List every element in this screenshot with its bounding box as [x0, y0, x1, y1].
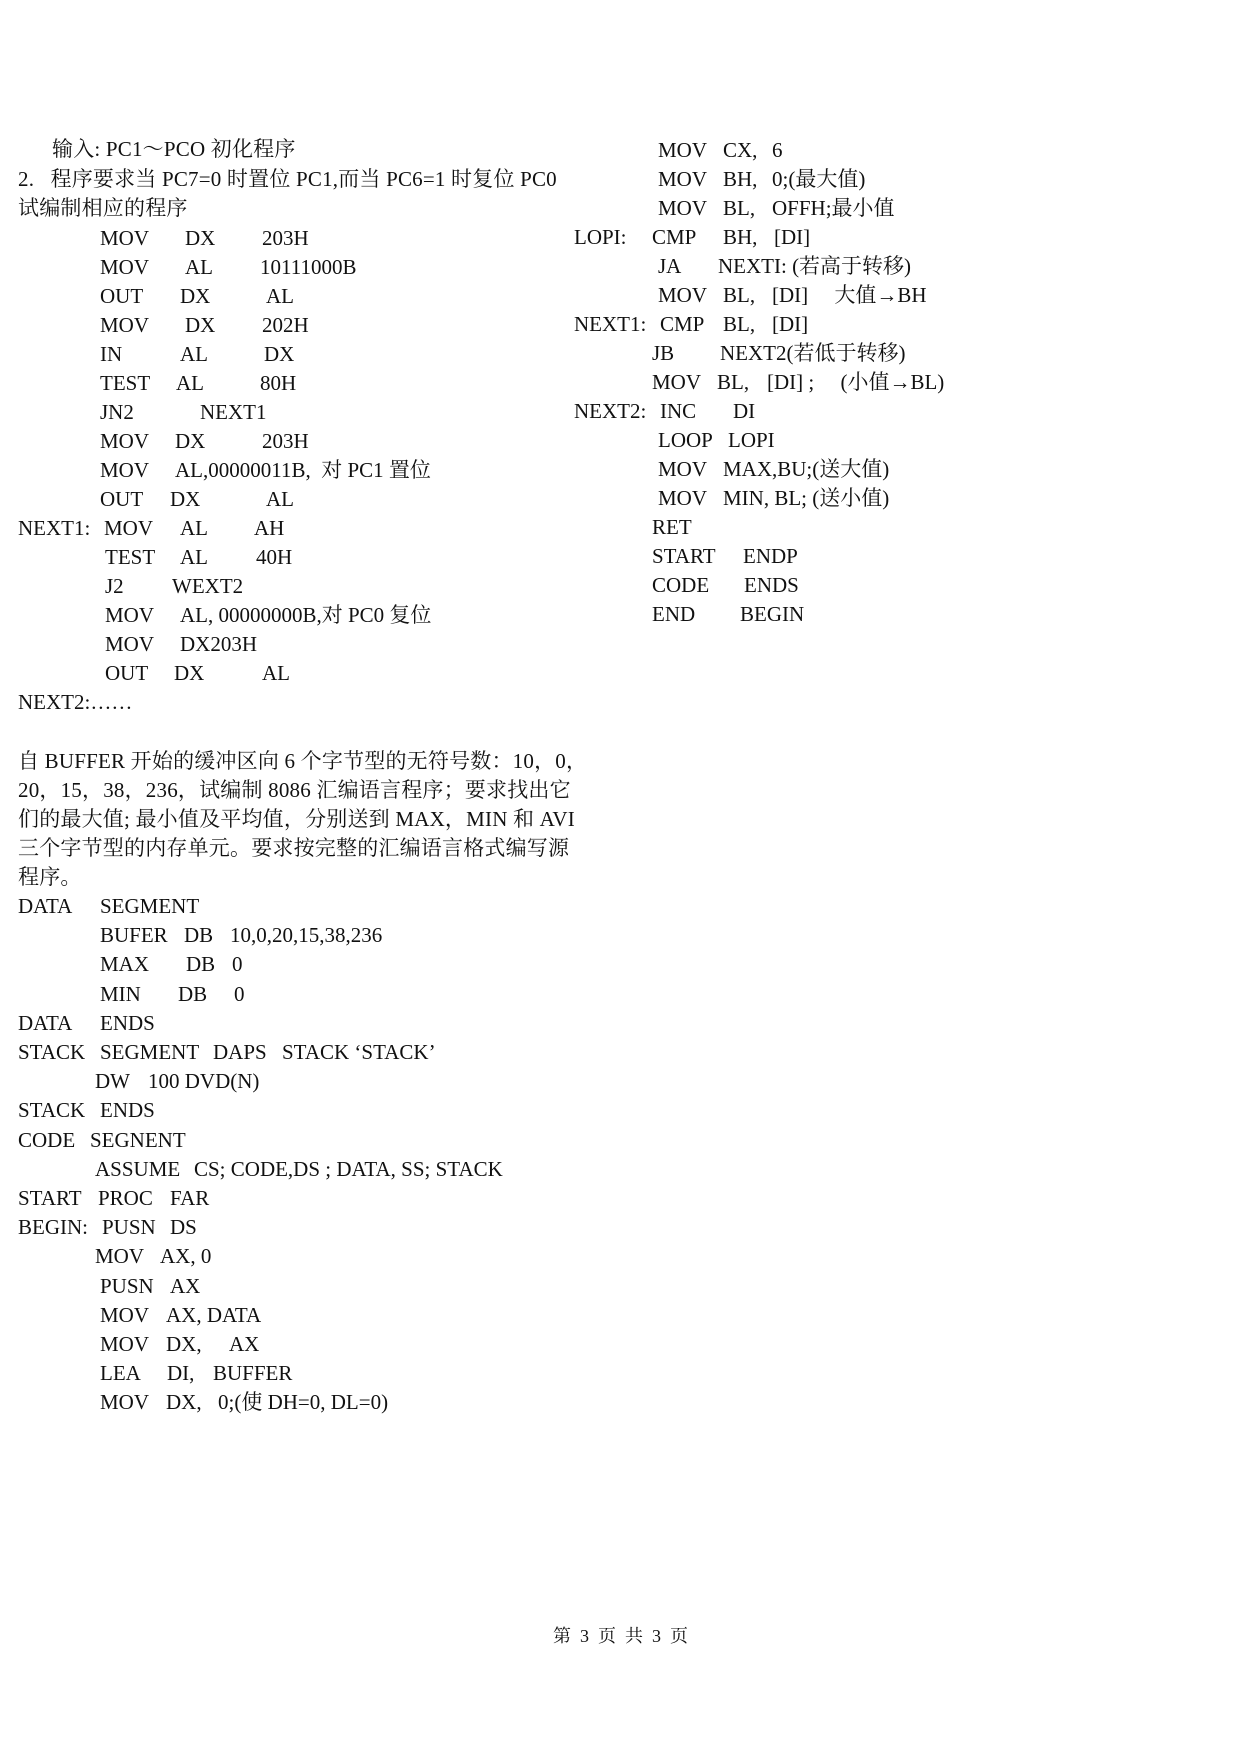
code-operand: FAR	[170, 1186, 210, 1210]
code-label: START	[18, 1186, 82, 1210]
code-line	[0, 1302, 620, 1328]
code-label: BEGIN:	[18, 1215, 88, 1240]
code-line	[640, 195, 1180, 221]
code-mnemonic: MOV	[658, 457, 708, 481]
code-line	[0, 225, 620, 251]
code-line	[0, 1243, 620, 1269]
code-operand: NEXT1	[200, 400, 267, 424]
code-operand: BL,	[717, 370, 750, 394]
code-mnemonic: TEST	[100, 371, 151, 395]
code-mnemonic: MAX	[100, 952, 150, 977]
code-mnemonic: MOV	[105, 632, 155, 656]
code-label: NEXT2:	[574, 399, 647, 423]
code-mnemonic: MOV	[100, 1302, 150, 1327]
code-operand: CS; CODE,DS ; DATA, SS; STACK	[194, 1156, 503, 1181]
code-operand: DI	[733, 399, 756, 423]
code-mnemonic: LEA	[100, 1361, 141, 1386]
code-line	[0, 544, 620, 570]
intro-line: 输入: PC1～PCO 初化程序	[52, 137, 296, 161]
code-mnemonic: PROC	[98, 1186, 153, 1210]
code-operand: DI,	[167, 1361, 195, 1386]
code-line	[0, 1039, 620, 1065]
code-label: STACK	[18, 1098, 86, 1123]
code-mnemonic: MOV	[105, 603, 155, 627]
code-operand: DX	[185, 313, 216, 337]
code-line	[0, 1389, 620, 1415]
code-mnemonic: JA	[658, 254, 682, 278]
code-line	[574, 224, 1180, 250]
code-mnemonic: PUSN	[100, 1273, 154, 1298]
code-line	[0, 922, 620, 948]
code-operand: AH	[254, 516, 285, 540]
code-operand: BH,	[723, 167, 758, 191]
code-mnemonic: SEGMENT	[100, 894, 200, 918]
code-mnemonic: INC	[660, 399, 697, 423]
code-operand: BL,	[723, 196, 756, 220]
code-mnemonic: MOV	[104, 516, 154, 540]
code-operand: DX	[180, 284, 211, 308]
code-line	[0, 283, 620, 309]
code-mnemonic: OUT	[100, 284, 144, 308]
code-operand: NEXTI: (若高于转移)	[718, 254, 912, 278]
code-operand: DX	[170, 487, 201, 511]
code-line	[0, 689, 620, 715]
code-line	[640, 282, 1180, 308]
code-line	[640, 253, 1180, 279]
code-line	[0, 602, 620, 628]
code-operand: CX,	[723, 138, 758, 162]
code-operand: MAX,BU;(送大值)	[723, 457, 890, 481]
code-line	[0, 1360, 620, 1386]
code-operand: BEGIN	[740, 602, 805, 626]
code-mnemonic: MOV	[95, 1244, 145, 1269]
code-label: CODE	[18, 1127, 76, 1152]
code-line	[0, 1127, 620, 1153]
code-operand: BL,	[723, 283, 756, 307]
code-label: LOPI:	[574, 225, 627, 249]
code-mnemonic: MOV	[100, 226, 150, 250]
code-operand: [DI] 大值→BH	[772, 283, 927, 307]
code-line	[0, 1214, 620, 1240]
code-line	[0, 631, 620, 657]
code-label: NEXT1:	[574, 312, 647, 336]
code-operand: AL	[262, 661, 290, 685]
code-operand: 203H	[262, 226, 309, 250]
code-mnemonic: SEGMENT	[100, 1040, 200, 1064]
code-operand: DX,	[166, 1390, 202, 1415]
code-label: STACK	[18, 1040, 86, 1064]
code-operand: 80H	[260, 371, 297, 395]
code-line	[0, 341, 620, 367]
code-operand: [DI]	[774, 225, 811, 249]
code-operand: ENDP	[743, 544, 798, 568]
code-mnemonic: MOV	[100, 429, 150, 453]
code-operand: 40H	[256, 545, 293, 569]
code-line	[640, 369, 1180, 395]
code-line	[0, 486, 620, 512]
code-operand: AL	[185, 255, 213, 279]
code-mnemonic: LOOP	[658, 428, 713, 452]
code-line	[574, 398, 1180, 424]
code-line	[0, 1185, 620, 1211]
code-mnemonic: SEGNENT	[90, 1127, 186, 1152]
code-line	[640, 601, 1180, 627]
code-mnemonic: MOV	[100, 1390, 150, 1415]
problem-line: 们的最大值; 最小值及平均值，分别送到 MAX，MIN 和 AVI	[18, 807, 575, 831]
code-mnemonic: RET	[652, 515, 692, 539]
code-mnemonic: END	[652, 602, 696, 626]
code-mnemonic: MOV	[658, 138, 708, 162]
code-mnemonic: CODE	[652, 573, 710, 597]
code-operand: STACK ‘STACK’	[282, 1040, 436, 1064]
code-mnemonic: ASSUME	[95, 1156, 181, 1181]
code-mnemonic: BUFER	[100, 923, 168, 948]
code-operand: 202H	[262, 313, 309, 337]
code-line	[0, 660, 620, 686]
code-operand: DB	[186, 952, 216, 977]
code-line	[0, 370, 620, 396]
code-line	[640, 485, 1180, 511]
code-operand: 0;(使 DH=0, DL=0)	[218, 1390, 389, 1415]
code-operand: 203H	[262, 429, 309, 453]
code-operand: ENDS	[744, 573, 799, 597]
code-operand: DS	[170, 1215, 197, 1240]
code-operand: 10111000B	[260, 255, 357, 279]
code-label: NEXT2:……	[18, 690, 133, 714]
code-operand: LOPI	[728, 428, 775, 452]
code-operand: 10,0,20,15,38,236	[230, 923, 383, 948]
code-line	[0, 1156, 620, 1182]
code-line	[640, 572, 1180, 598]
code-operand: 100 DVD(N)	[148, 1069, 260, 1094]
code-mnemonic: OUT	[105, 661, 149, 685]
code-line	[0, 981, 620, 1007]
code-operand: AX, 0	[160, 1244, 212, 1269]
code-mnemonic: JN2	[100, 400, 134, 424]
code-line	[640, 456, 1180, 482]
code-line	[640, 340, 1180, 366]
code-operand: DX	[174, 661, 205, 685]
code-mnemonic: DW	[95, 1069, 130, 1094]
code-line	[0, 428, 620, 454]
code-operand: AX, DATA	[166, 1302, 262, 1327]
code-operand: DX	[185, 226, 216, 250]
code-operand: AL	[180, 342, 208, 366]
code-mnemonic: MOV	[658, 196, 708, 220]
code-operand: BL,	[723, 312, 756, 336]
code-operand: DX	[175, 429, 206, 453]
code-operand: DX,	[166, 1332, 202, 1356]
code-mnemonic: ENDS	[100, 1010, 155, 1035]
code-line	[0, 312, 620, 338]
code-mnemonic: TEST	[105, 545, 156, 569]
code-operand: 0	[234, 981, 245, 1006]
code-mnemonic: MIN	[100, 981, 141, 1006]
code-operand: AL	[180, 545, 208, 569]
code-operand: DAPS	[213, 1040, 267, 1064]
code-operand: AL, 00000000B,对 PC0 复位	[180, 603, 432, 627]
code-operand: AX	[170, 1273, 201, 1298]
problem-line: 程序。	[18, 865, 82, 889]
code-mnemonic: PUSN	[102, 1215, 156, 1240]
code-operand: DX	[264, 342, 295, 366]
code-mnemonic: OUT	[100, 487, 144, 511]
code-line	[640, 166, 1180, 192]
code-line	[0, 515, 620, 541]
code-operand: AL	[176, 371, 204, 395]
code-mnemonic: MOV	[100, 1332, 150, 1356]
code-mnemonic: MOV	[658, 167, 708, 191]
code-operand: AX	[229, 1332, 260, 1356]
code-operand: [DI] ; (小值→BL)	[767, 370, 945, 394]
code-operand: AL	[180, 516, 208, 540]
code-operand: MIN, BL; (送小值)	[723, 486, 890, 510]
code-operand: AL	[266, 487, 294, 511]
intro-line: 2. 程序要求当 PC7=0 时置位 PC1,而当 PC6=1 时复位 PC0	[18, 167, 557, 191]
code-mnemonic: MOV	[652, 370, 702, 394]
code-operand: DX203H	[180, 632, 257, 656]
code-operand: DB	[184, 923, 214, 948]
code-line	[640, 543, 1180, 569]
code-operand: [DI]	[772, 312, 809, 336]
code-operand: 6	[772, 138, 783, 162]
code-line	[0, 951, 620, 977]
code-mnemonic: CMP	[660, 312, 705, 336]
code-line	[574, 311, 1180, 337]
code-mnemonic: MOV	[658, 486, 708, 510]
code-mnemonic: MOV	[658, 283, 708, 307]
code-line	[640, 514, 1180, 540]
code-operand: BUFFER	[213, 1361, 293, 1386]
code-mnemonic: JB	[652, 341, 675, 365]
code-mnemonic: START	[652, 544, 716, 568]
code-mnemonic: CMP	[652, 225, 697, 249]
code-line	[640, 427, 1180, 453]
code-line	[0, 573, 620, 599]
code-line	[0, 1068, 620, 1094]
code-line	[0, 254, 620, 280]
code-label: DATA	[18, 1010, 73, 1035]
code-operand: WEXT2	[172, 574, 244, 598]
code-mnemonic: MOV	[100, 255, 150, 279]
code-operand: BH,	[723, 225, 758, 249]
problem-line: 20，15，38，236，试编制 8086 汇编语言程序；要求找出它	[18, 778, 571, 802]
code-mnemonic: ENDS	[100, 1098, 155, 1123]
problem-line: 自 BUFFER 开始的缓冲区向 6 个字节型的无符号数：10，0，	[18, 749, 588, 773]
code-mnemonic: IN	[100, 342, 123, 366]
code-label: DATA	[18, 894, 73, 918]
code-line	[0, 1331, 620, 1357]
code-line	[0, 893, 620, 919]
code-line	[640, 137, 1180, 163]
code-operand: AL,00000011B, 对 PC1 置位	[175, 458, 431, 482]
code-mnemonic: J2	[105, 574, 124, 598]
code-operand: DB	[178, 981, 208, 1006]
intro-line: 试编制相应的程序	[18, 196, 188, 220]
code-operand: NEXT2(若低于转移)	[720, 341, 906, 365]
code-line	[0, 399, 620, 425]
page-footer: 第 3 页 共 3 页	[553, 1626, 688, 1646]
code-line	[0, 457, 620, 483]
code-mnemonic: MOV	[100, 313, 150, 337]
code-mnemonic: MOV	[100, 458, 150, 482]
code-line	[0, 1273, 620, 1299]
code-operand: OFFH;最小值	[772, 196, 895, 220]
code-label: NEXT1:	[18, 516, 91, 540]
code-line	[0, 1097, 620, 1123]
problem-line: 三个字节型的内存单元。要求按完整的汇编语言格式编写源	[18, 836, 570, 860]
code-operand: 0;(最大值)	[772, 167, 866, 191]
code-line	[0, 1010, 620, 1036]
code-operand: AL	[266, 284, 294, 308]
code-operand: 0	[232, 952, 243, 977]
